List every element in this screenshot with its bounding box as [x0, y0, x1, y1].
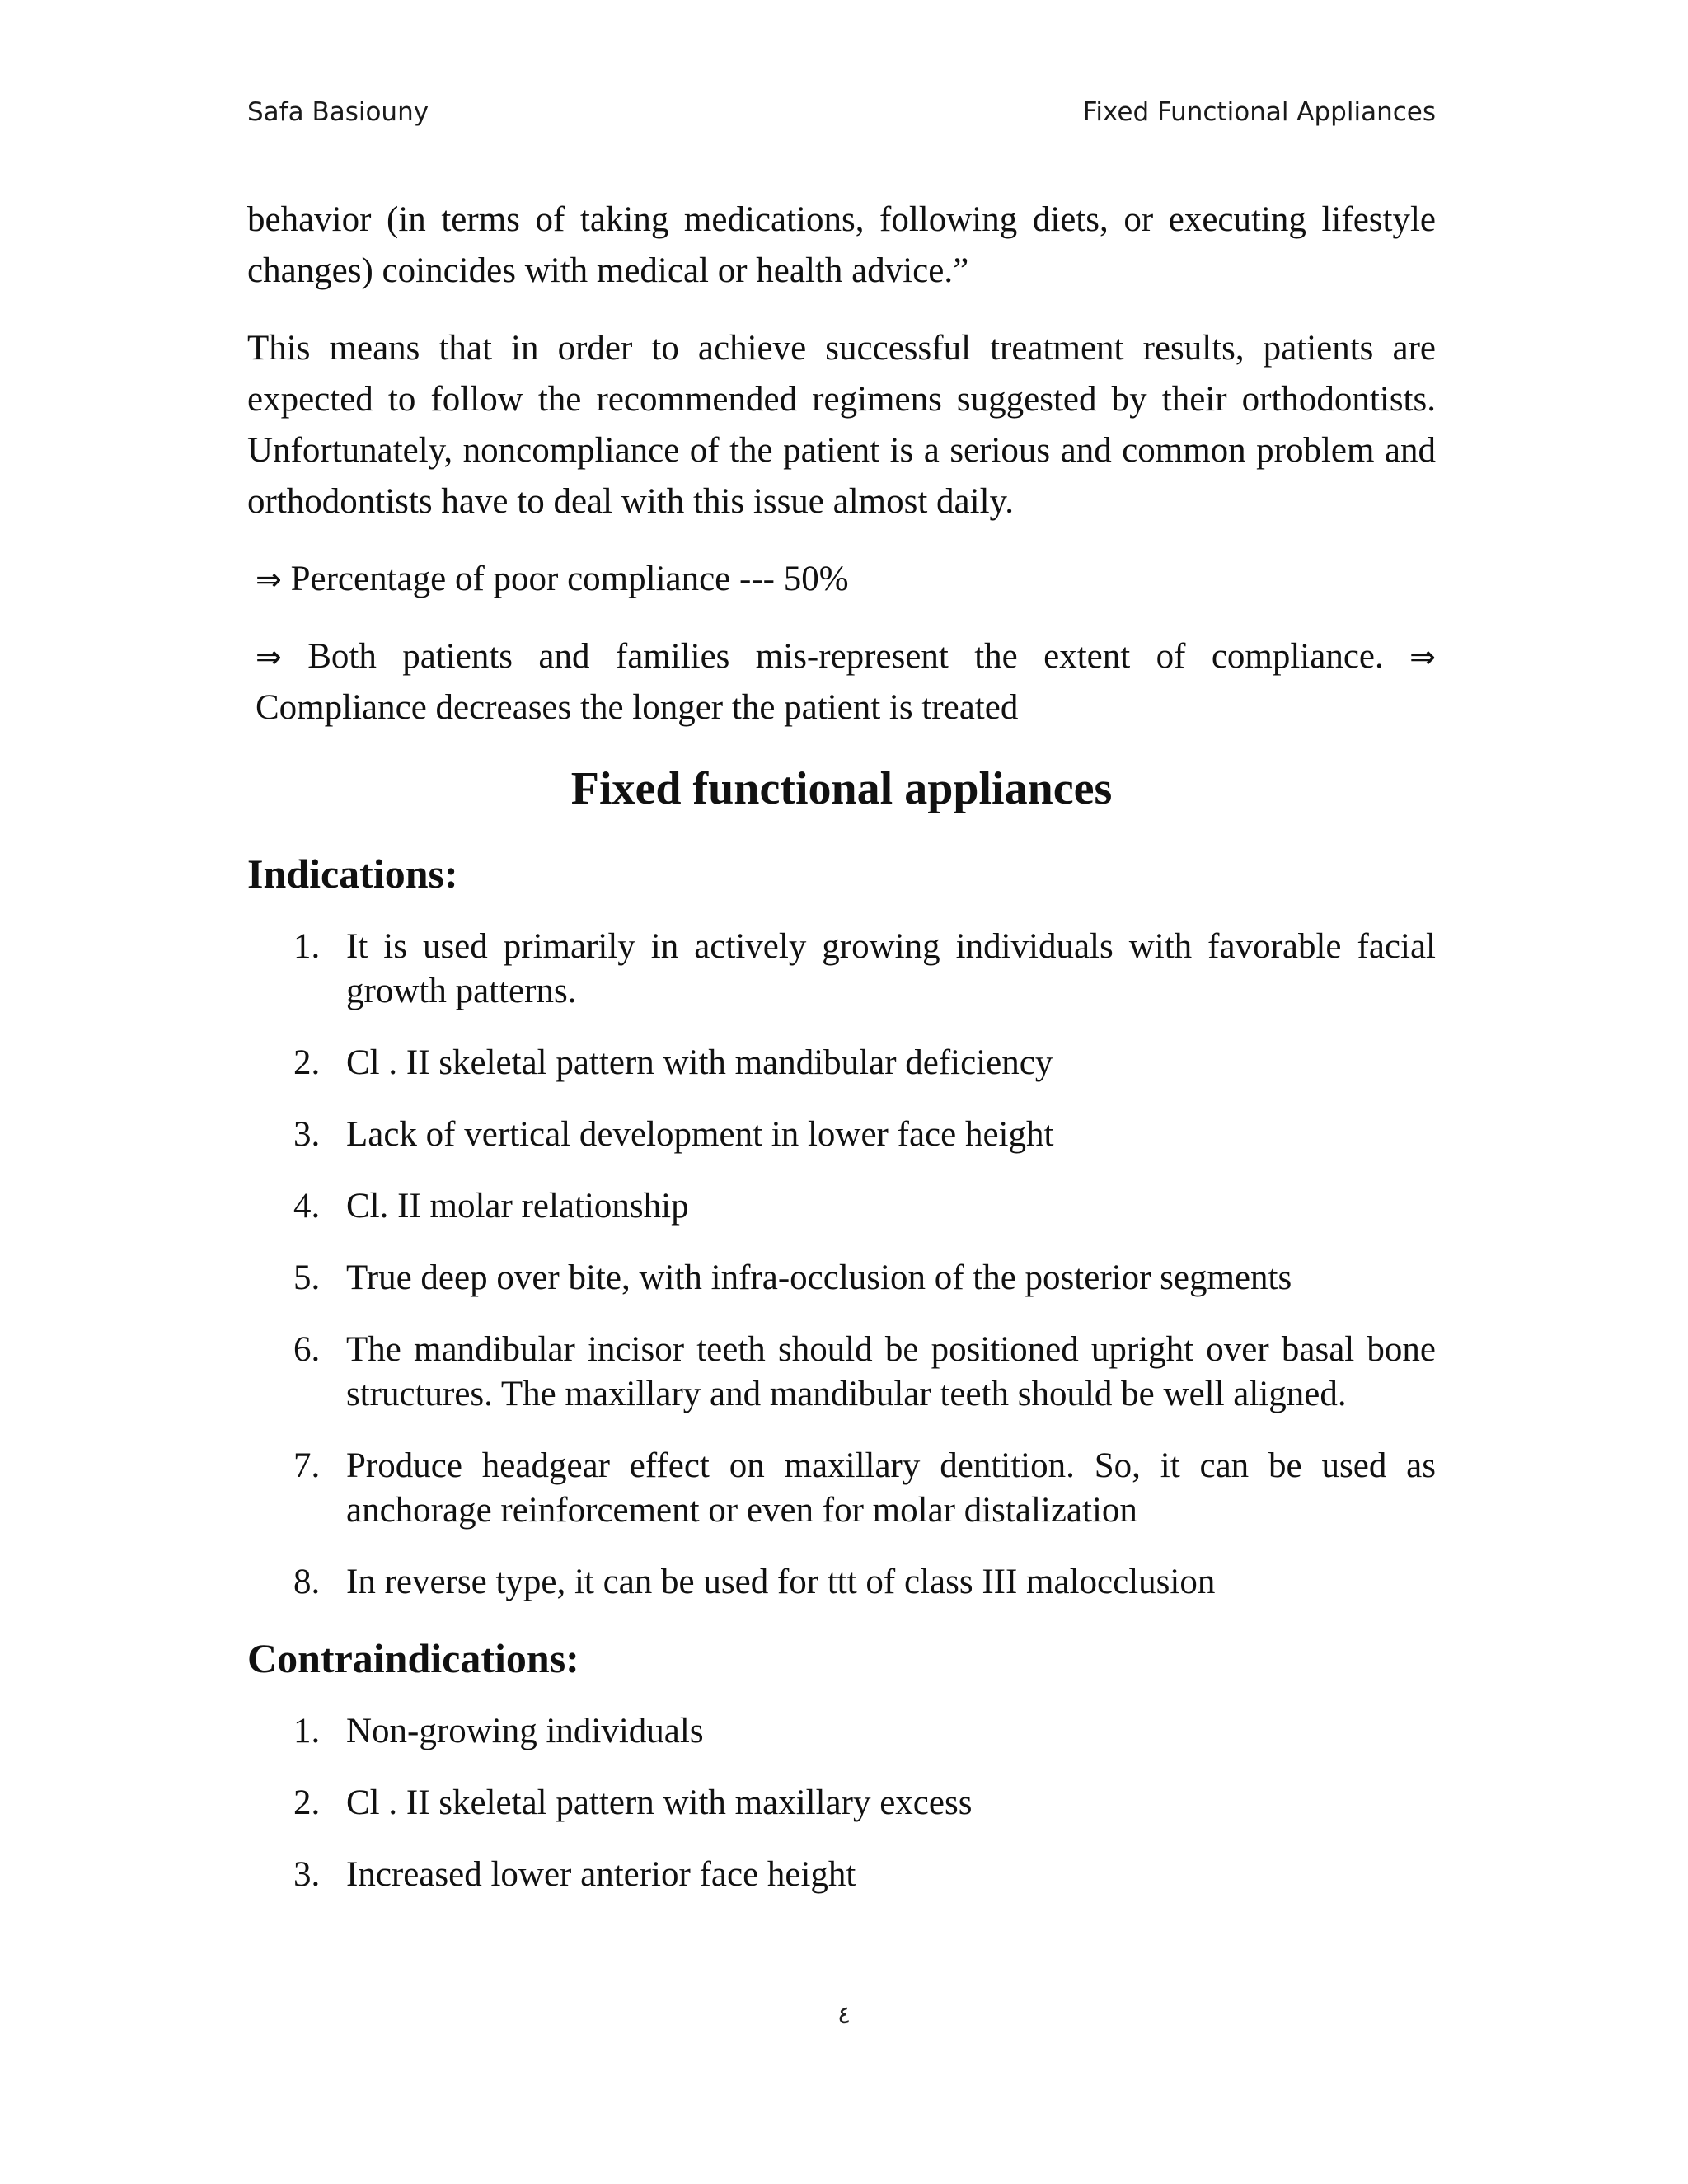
arrow-point-text: Both patients and families mis-represent the extent of compliance.: [307, 637, 1384, 676]
list-item-number: 8.: [293, 1563, 321, 1601]
indications-list: [247, 925, 1436, 1605]
list-item: [247, 1560, 1436, 1605]
header-author: Safa Basiouny: [247, 97, 429, 127]
list-item-number: 3.: [293, 1855, 321, 1894]
list-item-number: 7.: [293, 1446, 321, 1485]
list-item: [247, 1853, 1436, 1897]
list-item-number: 1.: [293, 927, 321, 966]
arrow-point-2: [247, 631, 1436, 733]
list-item: [247, 1444, 1436, 1533]
list-item: [247, 1256, 1436, 1301]
running-header: [247, 97, 1436, 138]
indications-heading: Indications:: [247, 851, 458, 897]
list-item-text: Non-growing individuals: [346, 1712, 704, 1750]
list-item-number: 4.: [293, 1187, 321, 1226]
list-item-text: Increased lower anterior face height: [346, 1855, 856, 1894]
implies-arrow-icon: ⇒: [1409, 639, 1437, 675]
arrow-point-1: [247, 554, 1436, 605]
implies-arrow-icon: ⇒: [256, 639, 282, 675]
arrow-point-text: Percentage of poor compliance --- 50%: [290, 560, 849, 598]
list-item-text: Cl . II skeletal pattern with mandibular deficiency: [346, 1043, 1053, 1082]
implies-arrow-icon: ⇒: [256, 561, 282, 598]
list-item: [247, 1328, 1436, 1417]
list-item: [247, 1041, 1436, 1085]
page-number: ٤: [837, 2001, 851, 2030]
list-item-number: 2.: [293, 1783, 321, 1822]
list-item-text: Lack of vertical development in lower face height: [346, 1115, 1054, 1154]
list-item-number: 6.: [293, 1330, 321, 1369]
document-body: [247, 194, 1436, 1924]
contraindications-list: [247, 1709, 1436, 1897]
list-item-text: Cl. II molar relationship: [346, 1187, 689, 1226]
list-item: [247, 925, 1436, 1014]
list-item-number: 5.: [293, 1258, 321, 1297]
list-item-text: Produce headgear effect on maxillary dentition. So, it can be used as anchorage reinforcement or even for molar distalization: [346, 1446, 1436, 1530]
list-item-text: Cl . II skeletal pattern with maxillary excess: [346, 1783, 973, 1822]
list-item: [247, 1184, 1436, 1229]
intro-paragraph-1: behavior (in terms of taking medications, following diets, or executing lifestyle changes) coincides with medical or health advice.”: [247, 200, 1436, 290]
list-item: [247, 1113, 1436, 1157]
list-item: [247, 1781, 1436, 1825]
list-item-number: 2.: [293, 1043, 321, 1082]
arrow-point-text: Compliance decreases the longer the patient is treated: [256, 688, 1019, 727]
header-doc-title: Fixed Functional Appliances: [1082, 97, 1436, 127]
contraindications-heading: Contraindications:: [247, 1635, 579, 1681]
list-item-number: 1.: [293, 1712, 321, 1750]
list-item-text: True deep over bite, with infra-occlusion of the posterior segments: [346, 1258, 1292, 1297]
list-item-text: In reverse type, it can be used for ttt of class III malocclusion: [346, 1563, 1216, 1601]
list-item-text: The mandibular incisor teeth should be positioned upright over basal bone structures. The maxillary and mandibular teeth should be well aligned.: [346, 1330, 1436, 1413]
list-item-text: It is used primarily in actively growing individuals with favorable facial growth patterns.: [346, 927, 1436, 1010]
list-item: [247, 1709, 1436, 1754]
intro-paragraph-2: This means that in order to achieve successful treatment results, patients are expected to follow the recommended regimens suggested by their orthodontists. Unfortunately, noncompliance of the patient is a serious and common problem and orthodontists have to deal with this issue almost daily.: [247, 329, 1436, 521]
section-title: Fixed functional appliances: [570, 763, 1113, 814]
list-item-number: 3.: [293, 1115, 321, 1154]
